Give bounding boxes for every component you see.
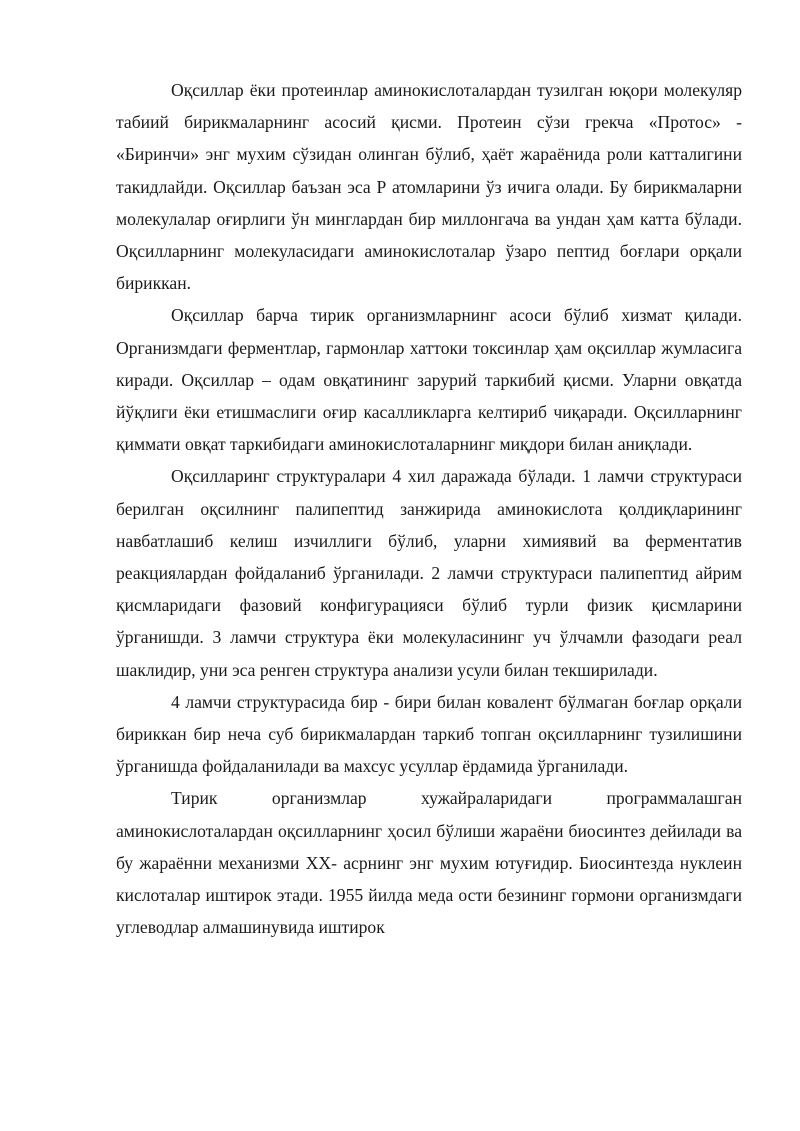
paragraph-5: Тирик организмлар хужайраларидаги программалашган аминокислоталардан оқсилларнинг ҳосил бўлиши жараёни биосинтез дейилади ва бу жараённи механизми XX- асрнинг энг мухим ютуғидир. Биосинтезда нуклеин кислоталар иштирок этади. 1955 йилда меда ости безининг гормони организмдаги углеводлар алмашинувида иштирок <box>116 788 742 938</box>
paragraph-1: Оқсиллар ёки протеинлар аминокислоталардан тузилган юқори молекуляр табиий бирикмаларнинг асосий қисми. Протеин сўзи грекча «Протос» - «Биринчи» энг мухим сўзидан олинган бўлиб, ҳаёт жараёнида роли катталигини такидлайди. Оқсиллар баъзан эса Р атомларини ўз ичига олади. Бу бирикмаларни молекулалар оғирлиги ўн минглардан бир миллонгача ва ундан ҳам катта бўлади. Оқсилларнинг молекуласидаги аминокислоталар ўзаро пептид боғлари орқали бириккан. <box>116 80 742 294</box>
document-body <box>116 74 742 943</box>
paragraph-4: 4 ламчи структурасида бир - бири билан ковалент бўлмаган боғлар орқали бириккан бир неча суб бирикмалардан таркиб топган оқсилларнинг тузилишини ўрганишда фойдаланилади ва махсус усуллар ёрдамида ўрганилади. <box>116 691 742 777</box>
paragraph-2: Оқсиллар барча тирик организмларнинг асоси бўлиб хизмат қилади. Организмдаги ферментлар, гармонлар хаттоки токсинлар ҳам оқсиллар жумласига киради. Оқсиллар – одам овқатининг зарурий таркибий қисми. Уларни овқатда йўқлиги ёки етишмаслиги оғир касалликларга келтириб чиқаради. Оқсилларнинг қиммати овқат таркибидаги аминокислоталарнинг миқдори билан аниқлади. <box>116 305 742 455</box>
paragraph-3: Оқсилларинг структуралари 4 хил даражада бўлади. 1 ламчи структураси берилган оқсилнинг палипептид занжирида аминокислота қолдиқларининг навбатлашиб келиш изчиллиги бўлиб, уларни химиявий ва ферментатив реакциялардан фойдаланиб ўрганилади. 2 ламчи структураси палипептид айрим қисмларидаги фазовий конфигурацияси бўлиб турли физик қисмларини ўрганишди. 3 ламчи структура ёки молекуласининг уч ўлчамли фазодаги реал шаклидир, уни эса ренген структура анализи усули билан текширилади. <box>116 466 742 680</box>
